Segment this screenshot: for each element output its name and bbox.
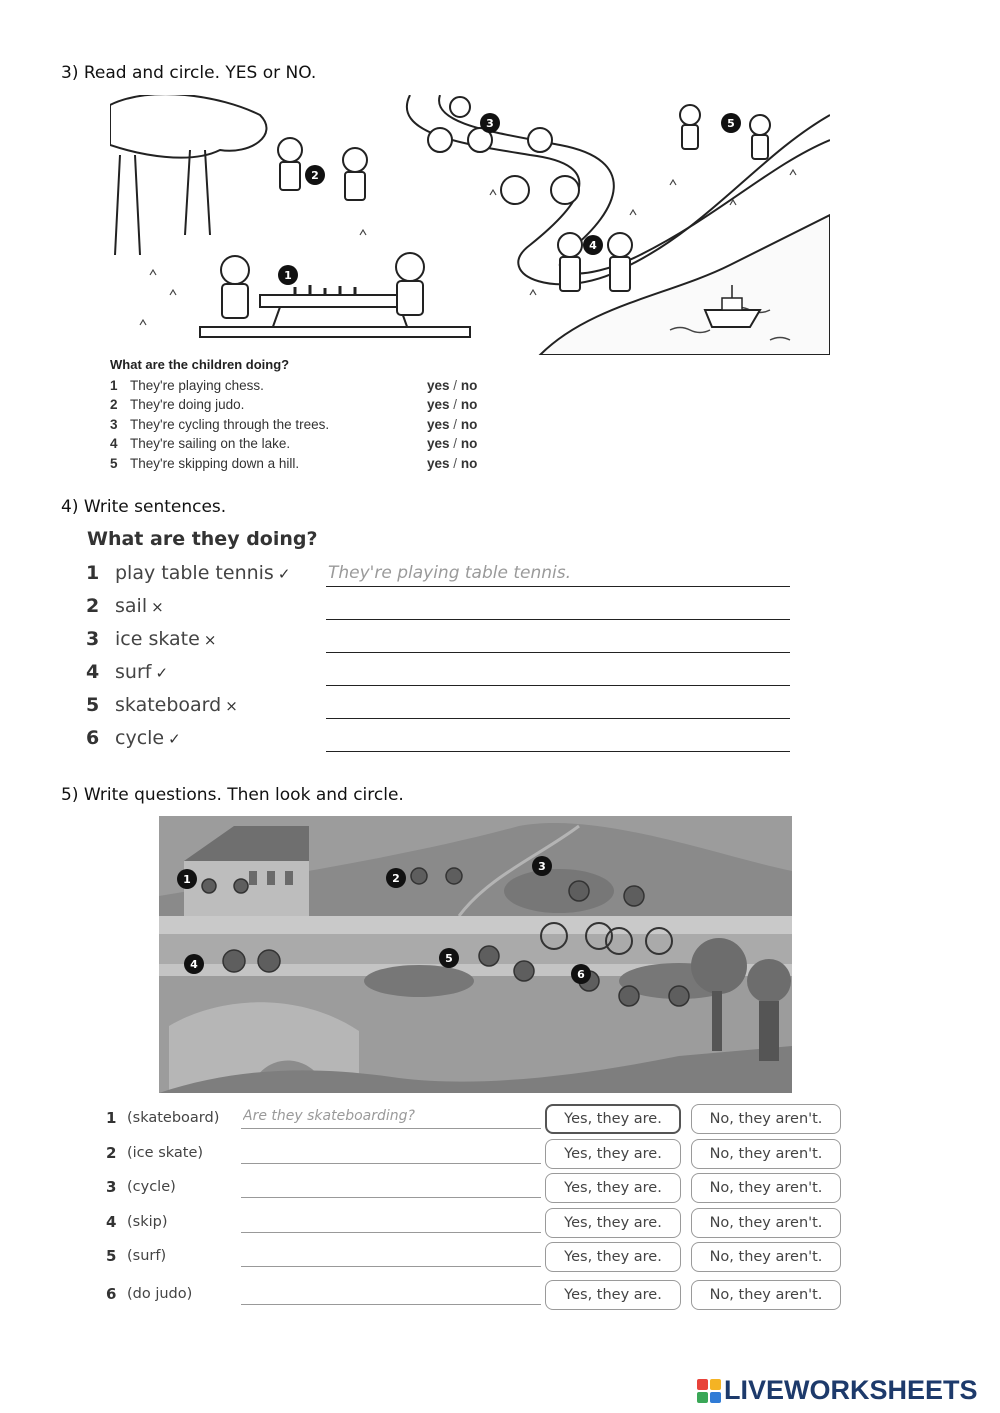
- item-number: 1: [110, 378, 118, 393]
- pic1-label-3: 3: [486, 117, 494, 130]
- pic2-label-2: 2: [392, 872, 400, 885]
- cross-icon: ×: [203, 631, 217, 649]
- item-text: They're skipping down a hill.: [130, 456, 300, 471]
- item-number: 6: [86, 727, 100, 749]
- cross-icon: ×: [225, 697, 238, 715]
- exercise-3-item: [110, 397, 510, 417]
- yes-option[interactable]: Yes, they are.: [545, 1242, 681, 1272]
- exercise-4-item: [86, 725, 796, 755]
- no-option[interactable]: No, they aren't.: [691, 1208, 841, 1238]
- item-number: 3: [110, 417, 118, 432]
- exercise-3-item: [110, 378, 510, 398]
- exercise-4-item: [86, 593, 796, 623]
- answer-input[interactable]: [326, 725, 790, 752]
- item-number: 3: [86, 628, 100, 650]
- pic2-label-5: 5: [445, 952, 453, 965]
- answer-input[interactable]: [326, 692, 790, 719]
- exercise-5-item: [106, 1280, 846, 1312]
- item-verb: (skateboard): [127, 1110, 220, 1126]
- yes-option[interactable]: yes: [427, 436, 450, 451]
- town-illustration: [159, 816, 792, 1093]
- item-verb: surf ✓: [115, 661, 169, 683]
- item-verb: (cycle): [127, 1179, 176, 1195]
- question-input[interactable]: [241, 1139, 541, 1164]
- no-option[interactable]: no: [460, 378, 478, 393]
- question-input[interactable]: [241, 1280, 541, 1305]
- item-verb: (skip): [127, 1214, 168, 1230]
- item-verb: sail ×: [115, 595, 164, 617]
- item-text: They're cycling through the trees.: [130, 417, 330, 432]
- exercise-4-subtitle: What are they doing?: [87, 528, 318, 550]
- exercise-4-item: [86, 659, 796, 689]
- no-option[interactable]: No, they aren't.: [691, 1104, 841, 1134]
- park-scene-svg: [110, 95, 830, 355]
- no-option[interactable]: No, they aren't.: [691, 1139, 841, 1169]
- item-number: 2: [110, 397, 118, 412]
- pic2-label-4: 4: [190, 958, 198, 971]
- item-number: 4: [86, 661, 100, 683]
- yes-option[interactable]: Yes, they are.: [545, 1139, 681, 1169]
- question-input[interactable]: [241, 1104, 541, 1129]
- pic2-label-1: 1: [183, 873, 191, 886]
- item-number: 4: [110, 436, 118, 451]
- no-option[interactable]: No, they aren't.: [691, 1280, 841, 1310]
- exercise-3-item: [110, 436, 510, 456]
- exercise-4-item: [86, 692, 796, 722]
- exercise-5-item: [106, 1173, 846, 1205]
- yes-option[interactable]: yes: [427, 378, 450, 393]
- item-verb: (ice skate): [127, 1145, 204, 1161]
- park-illustration: [110, 95, 830, 355]
- pic1-label-5: 5: [727, 117, 735, 130]
- item-text: They're doing judo.: [130, 397, 245, 412]
- answer-input[interactable]: [326, 560, 790, 587]
- item-number: 2: [86, 595, 100, 617]
- exercise-5-item: [106, 1242, 846, 1274]
- no-option[interactable]: no: [460, 397, 478, 412]
- question-input[interactable]: [241, 1208, 541, 1233]
- exercise-4-item: [86, 560, 796, 590]
- item-number: 1: [106, 1109, 117, 1127]
- item-number: 6: [106, 1285, 117, 1303]
- exercise-3-title: 3) Read and circle. YES or NO.: [61, 63, 317, 83]
- exercise-3-item: [110, 456, 510, 476]
- no-option[interactable]: no: [460, 436, 478, 451]
- exercise-5-item: [106, 1208, 846, 1240]
- exercise-5-item: [106, 1139, 846, 1171]
- check-icon: ✓: [155, 664, 169, 682]
- item-number: 4: [106, 1213, 117, 1231]
- item-number: 2: [106, 1144, 117, 1162]
- item-number: 5: [110, 456, 118, 471]
- item-verb: cycle ✓: [115, 727, 181, 749]
- check-icon: ✓: [168, 730, 181, 748]
- logo-text: LIVEWORKSHEETS: [724, 1375, 978, 1405]
- separator: /: [453, 378, 458, 393]
- answer-input[interactable]: [326, 659, 790, 686]
- exercise-3-subtitle: What are the children doing?: [110, 357, 290, 372]
- answer-input[interactable]: [326, 626, 790, 653]
- exercise-5-item: [106, 1104, 846, 1136]
- pic1-label-2: 2: [311, 169, 319, 182]
- yes-option[interactable]: yes: [427, 417, 450, 432]
- no-option[interactable]: no: [460, 456, 478, 471]
- pic1-label-1: 1: [284, 269, 292, 282]
- separator: /: [453, 436, 458, 451]
- exercise-4-item: [86, 626, 796, 656]
- question-input[interactable]: [241, 1173, 541, 1198]
- yes-option[interactable]: Yes, they are.: [545, 1280, 681, 1310]
- pic2-label-6: 6: [577, 968, 585, 981]
- logo-badge-icon: [697, 1379, 721, 1403]
- separator: /: [453, 417, 458, 432]
- item-text: They're sailing on the lake.: [130, 436, 291, 451]
- item-number: 3: [106, 1178, 117, 1196]
- no-option[interactable]: no: [460, 417, 478, 432]
- item-verb: play table tennis ✓: [115, 562, 291, 584]
- yes-option[interactable]: Yes, they are.: [545, 1104, 681, 1134]
- no-option[interactable]: No, they aren't.: [691, 1173, 841, 1203]
- yes-option[interactable]: yes: [427, 397, 450, 412]
- no-option[interactable]: No, they aren't.: [691, 1242, 841, 1272]
- separator: /: [453, 397, 458, 412]
- item-number: 1: [86, 562, 100, 584]
- item-verb: (do judo): [127, 1286, 193, 1302]
- check-icon: ✓: [277, 565, 291, 583]
- yes-option[interactable]: Yes, they are.: [545, 1173, 681, 1203]
- item-verb: ice skate ×: [115, 628, 217, 650]
- item-number: 5: [106, 1247, 117, 1265]
- item-verb: (surf): [127, 1248, 167, 1264]
- exercise-5-title: 5) Write questions. Then look and circle.: [61, 785, 404, 805]
- liveworksheets-logo: [697, 1375, 978, 1406]
- item-number: 5: [86, 694, 100, 716]
- exercise-3-item: [110, 417, 510, 437]
- town-scene-svg: [159, 816, 792, 1093]
- exercise-4-title: 4) Write sentences.: [61, 497, 227, 517]
- item-verb: skateboard ×: [115, 694, 238, 716]
- separator: /: [453, 456, 458, 471]
- pic2-label-3: 3: [538, 860, 546, 873]
- question-input[interactable]: [241, 1242, 541, 1267]
- answer-input[interactable]: [326, 593, 790, 620]
- cross-icon: ×: [151, 598, 164, 616]
- item-text: They're playing chess.: [130, 378, 264, 393]
- yes-option[interactable]: yes: [427, 456, 450, 471]
- pic1-label-4: 4: [589, 239, 597, 252]
- yes-option[interactable]: Yes, they are.: [545, 1208, 681, 1238]
